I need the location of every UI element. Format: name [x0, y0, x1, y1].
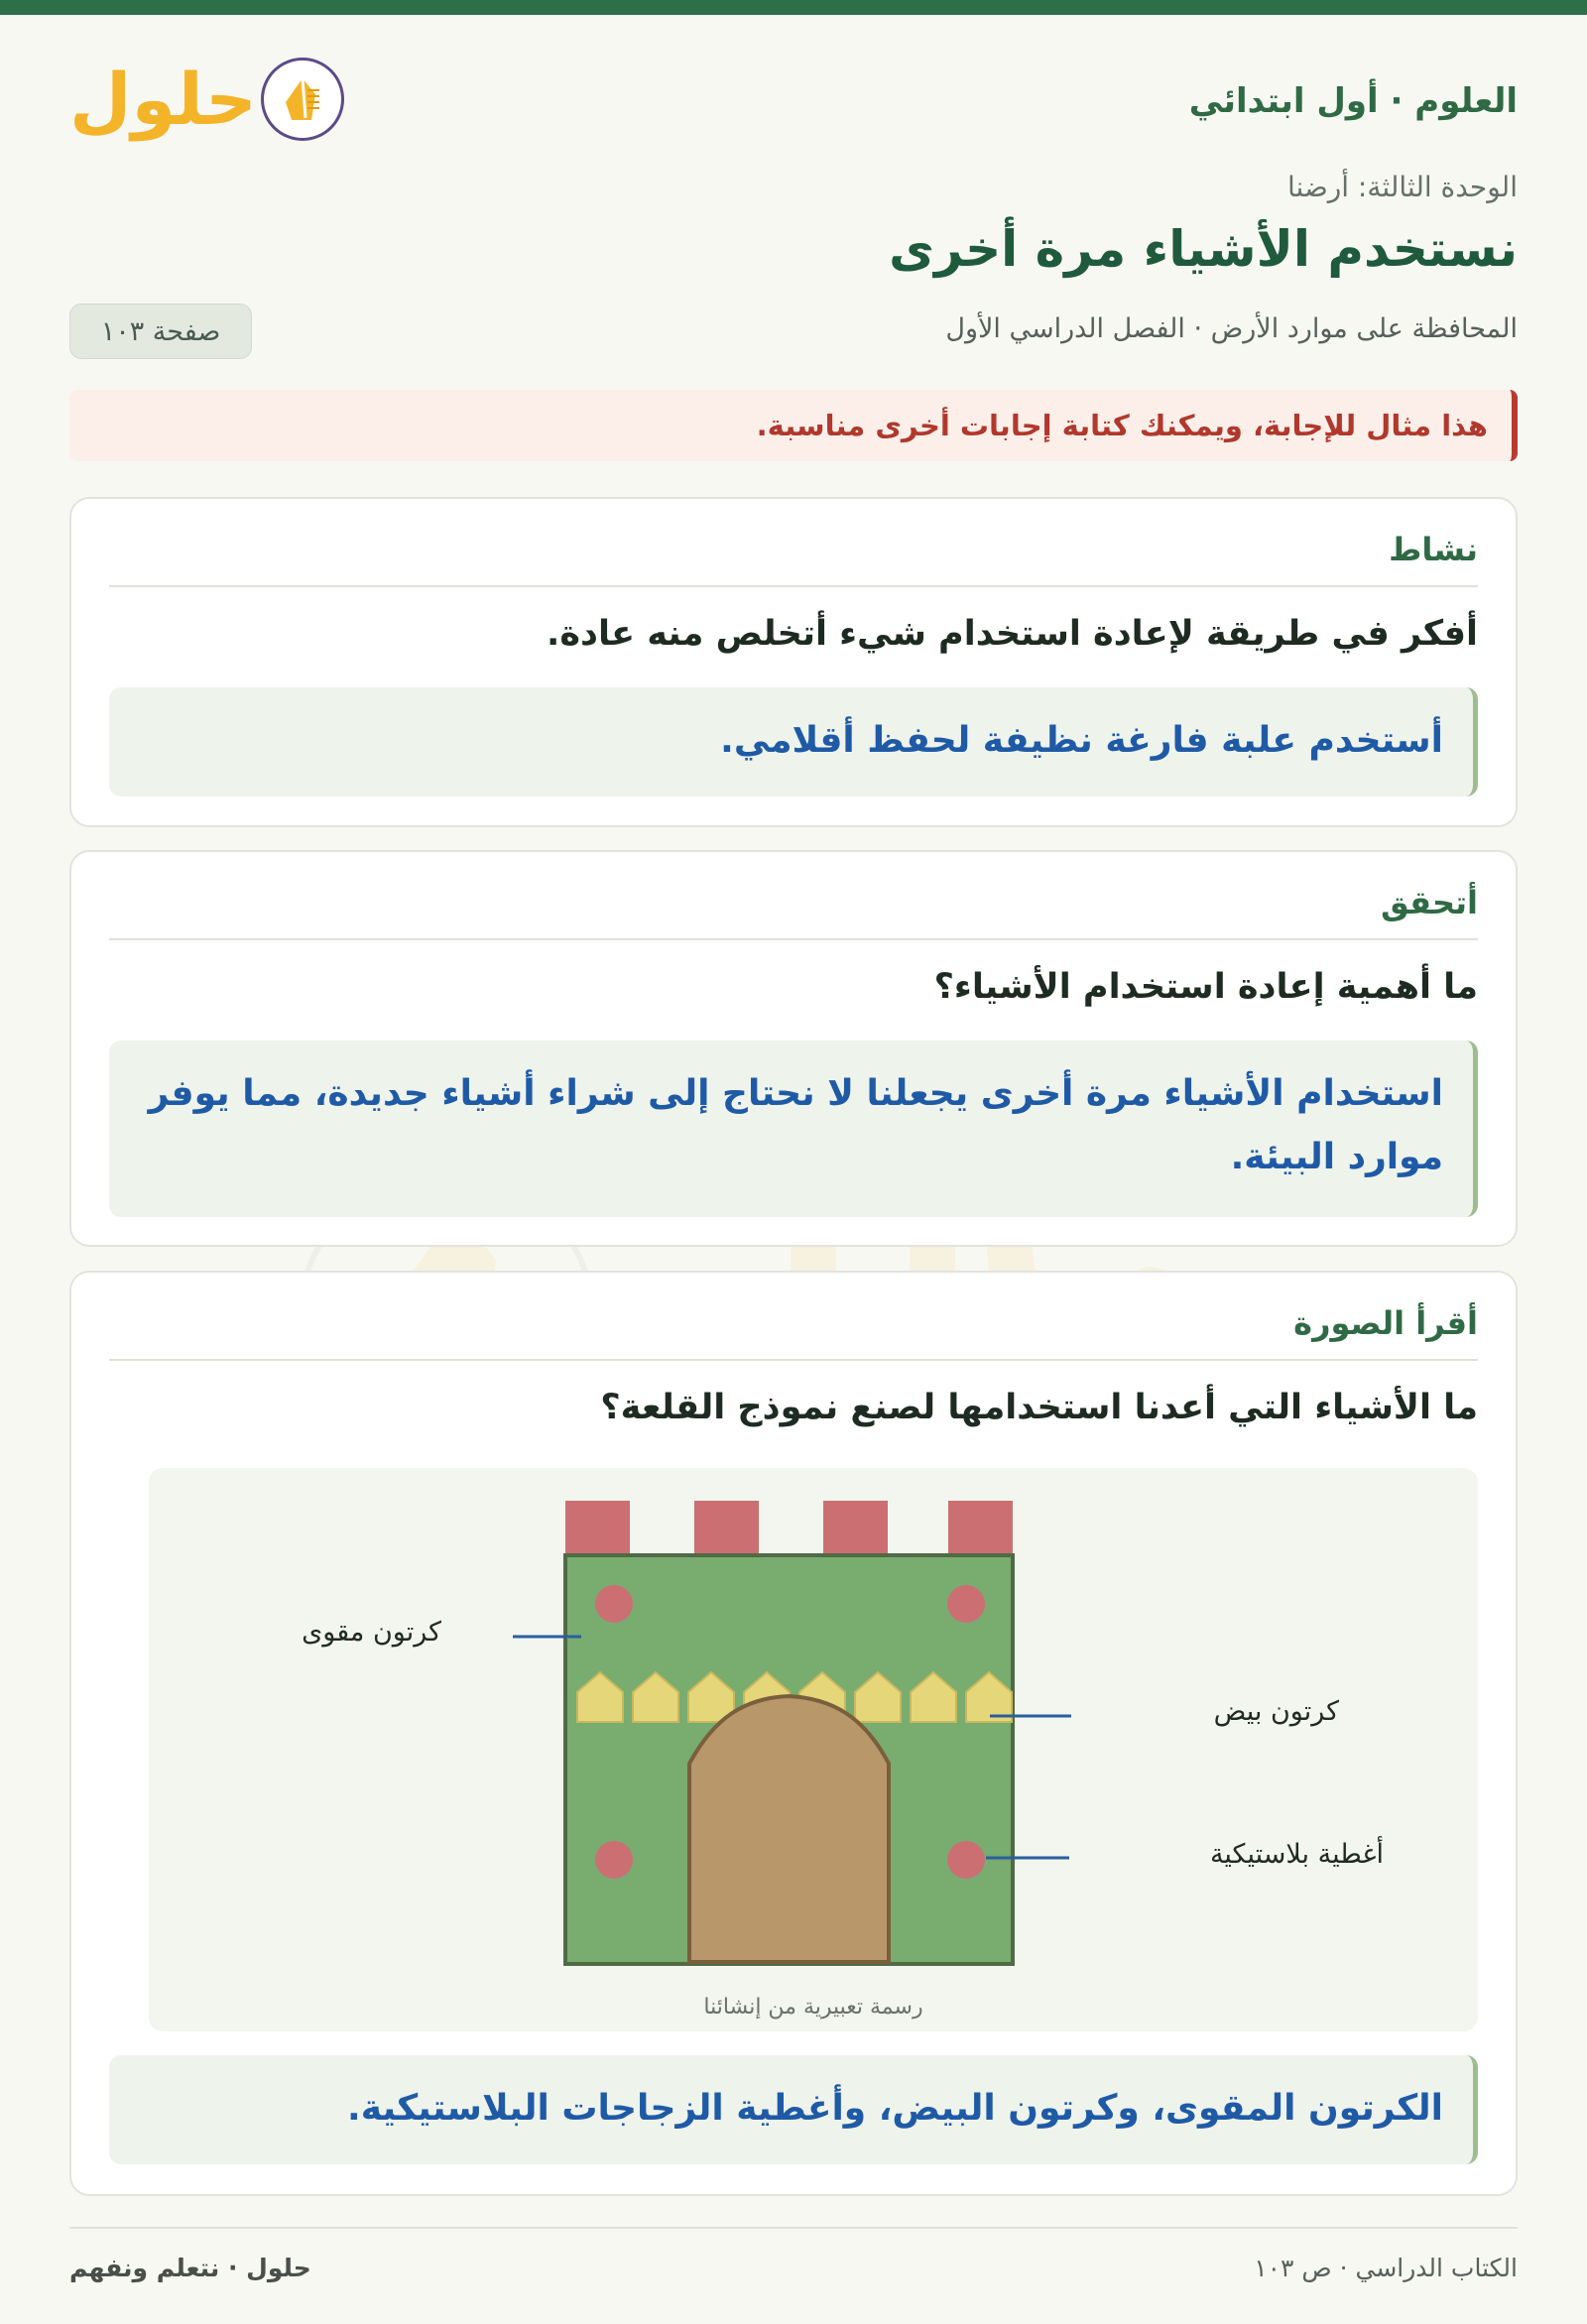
section-answer: أستخدم علبة فارغة نظيفة لحفظ أقلامي. [109, 687, 1478, 796]
section-divider [109, 1359, 1478, 1361]
castle-door [689, 1696, 889, 1962]
read-picture-card [69, 1271, 1518, 2196]
label-egg-carton: كرتون بيض [1213, 1696, 1339, 1727]
section-label: نشاط [1389, 531, 1478, 568]
section-divider [109, 938, 1478, 940]
label-cardboard: كرتون مقوى [302, 1617, 441, 1648]
section-question: أفكر في طريقة لإعادة استخدام شيء أتخلص منه عادة. [547, 614, 1478, 654]
castle-illustration [149, 1468, 1484, 2031]
section-label: أتحقق [1381, 884, 1478, 921]
subject-title: العلوم · أول ابتدائي [1188, 81, 1518, 121]
unit-label: الوحدة الثالثة: أرضنا [1286, 171, 1518, 203]
answer-note: هذا مثال للإجابة، ويمكنك كتابة إجابات أخرى مناسبة. [69, 390, 1518, 461]
figure-caption: رسمة تعبيرية من إنشائنا [703, 1995, 923, 2019]
footer-divider [69, 2227, 1518, 2229]
section-answer: استخدام الأشياء مرة أخرى يجعلنا لا نحتاج إلى شراء أشياء جديدة، مما يوفر موارد البيئة. [109, 1040, 1478, 1217]
brand-logo[interactable] [69, 58, 344, 141]
footer-book-ref: الكتاب الدراسي · ص ١٠٣ [1254, 2254, 1518, 2282]
plastic-cap [947, 1841, 985, 1879]
lesson-title: نستخدم الأشياء مرة أخرى [889, 220, 1518, 278]
battlement [565, 1501, 630, 1556]
page-header [69, 52, 1518, 161]
plastic-cap [595, 1841, 633, 1879]
section-question: ما أهمية إعادة استخدام الأشياء؟ [933, 967, 1478, 1007]
section-question: ما الأشياء التي أعدنا استخدامها لصنع نموذج القلعة؟ [600, 1388, 1478, 1427]
top-accent-bar [0, 0, 1587, 15]
check-card [69, 850, 1518, 1247]
battlement [948, 1501, 1013, 1556]
section-answer: الكرتون المقوى، وكرتون البيض، وأغطية الزجاجات البلاستيكية. [109, 2055, 1478, 2164]
plastic-cap [595, 1585, 633, 1623]
brand-name: حلول [69, 58, 257, 141]
battlement [823, 1501, 888, 1556]
book-icon [261, 58, 344, 141]
castle-figure [149, 1468, 1478, 2031]
plastic-cap [947, 1585, 985, 1623]
lesson-meta: المحافظة على موارد الأرض · الفصل الدراسي الأول [945, 313, 1518, 344]
battlement [694, 1501, 759, 1556]
label-plastic-caps: أغطية بلاستيكية [1209, 1839, 1384, 1870]
page-badge: صفحة ١٠٣ [69, 304, 252, 359]
section-label: أقرأ الصورة [1293, 1304, 1478, 1342]
section-divider [109, 585, 1478, 587]
activity-card [69, 497, 1518, 827]
footer-brand: حلول · نتعلم ونفهم [69, 2254, 311, 2282]
